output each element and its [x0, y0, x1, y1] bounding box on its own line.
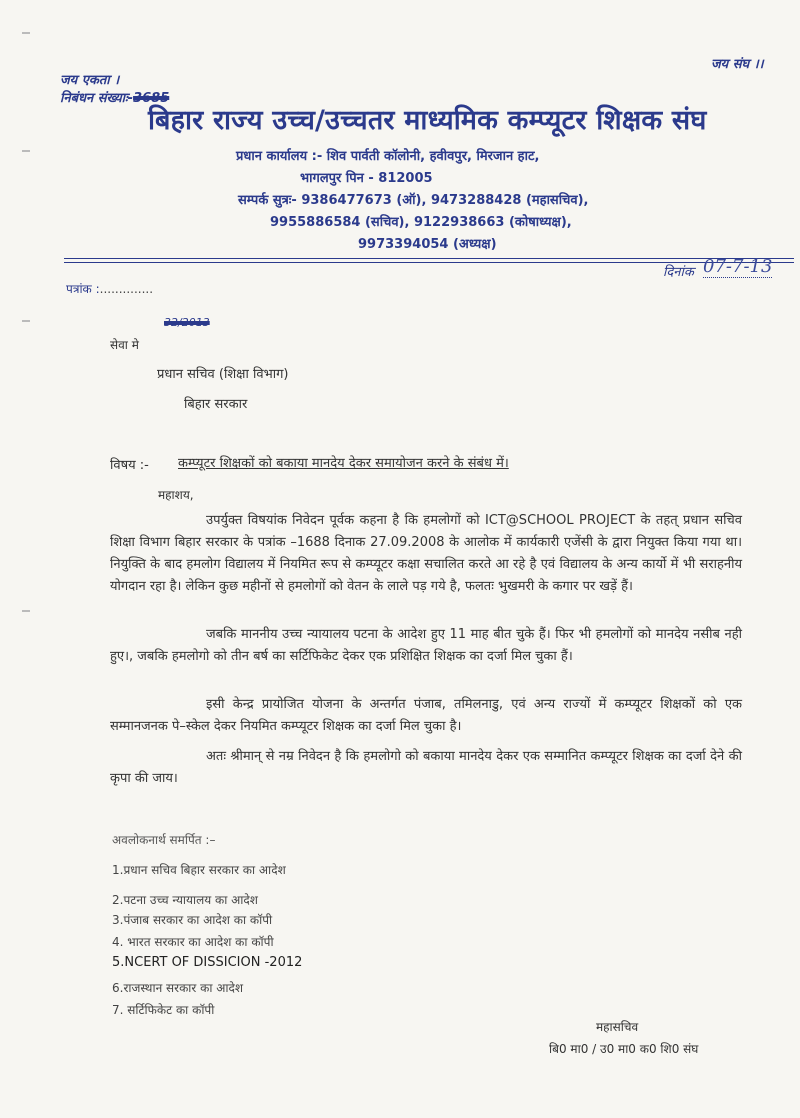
address-line-2: भागलपुर पिन - 812005 [300, 171, 433, 186]
org-name: बिहार राज्य उच्च/उच्चतर माध्यमिक कम्प्यूटर शिक्षक संघ [148, 105, 707, 136]
recipient-line-2: बिहार सरकार [184, 397, 248, 412]
enclosure-item: 7. सर्टिफिकेट का कॉपी [112, 1003, 215, 1017]
enclosure-item: 2.पटना उच्च न्यायालय का आदेश [112, 893, 258, 907]
subject-text: कम्प्यूटर शिक्षकों को बकाया मानदेय देकर समायोजन करने के संबंध में। [178, 456, 509, 471]
enclosure-item: 4. भारत सरकार का आदेश का कॉपी [112, 935, 274, 949]
enclosure-item: 6.राजस्थान सरकार का आदेश [112, 981, 244, 995]
margin-mark [22, 320, 30, 322]
ref-line [66, 280, 153, 297]
margin-mark [22, 150, 30, 152]
enclosure-item: 3.पंजाब सरकार का आदेश का कॉपी [112, 913, 273, 927]
ref-label: पत्रांक : [66, 282, 100, 296]
motto-left: जय एकता । [60, 73, 120, 88]
contact-line-3: 9973394054 (अध्यक्ष) [358, 237, 497, 252]
enclosure-item: 1.प्रधान सचिव बिहार सरकार का आदेश [112, 863, 286, 877]
ref-dots: .............. [99, 282, 154, 296]
recipient-line-1: प्रधान सचिव (शिक्षा विभाग) [157, 367, 289, 382]
paragraph-2: जबकि माननीय उच्च न्यायालय पटना के आदेश हुए 11 माह बीत चुके हैं। फिर भी हमलोगों को मानदेय नसीब नही हुए।, जबकि हमलोगो को तीन बर्ष का सर्टिफिकेट देकर एक प्रशिक्षित शिक्षक का दर्जा मिल चुका हैं। [110, 627, 742, 664]
contact-line-2: 9955886584 (सचिव), 9122938663 (कोषाध्यक्ष), [270, 215, 572, 230]
ref-redacted: 32/2013 [164, 316, 210, 329]
signature-org: बि0 मा0 / उ0 मा0 क0 शि0 संघ [549, 1042, 699, 1056]
registration-number-redacted: 3685 [133, 91, 170, 106]
paragraph-3: इसी केन्द्र प्रायोजित योजना के अन्तर्गत पंजाब, तमिलनाडु, एवं अन्य राज्यों में कम्प्यूटर शिक्षकों को एक सम्मानजनक पे–स्केल देकर नियमित कम्प्यूटर शिक्षक का दर्जा मिल चुका है। [110, 697, 742, 734]
registration-label: निबंधन संख्याः- [60, 91, 134, 106]
salutation: महाशय, [158, 488, 194, 502]
margin-mark [22, 610, 30, 612]
letterhead-rule [64, 258, 794, 259]
motto-right: जय संघ ।। [711, 57, 764, 72]
margin-mark [22, 32, 30, 34]
to-label: सेवा मे [110, 338, 139, 352]
paragraph-1: उपर्युक्त विषयांक निवेदन पूर्वक कहना है कि हमलोगों को ICT@SCHOOL PROJECT के तहत् प्रधान सचिव शिक्षा विभाग बिहार सरकार के पत्रांक –1688 दिनाक 27.09.2008 के आलोक में कार्यकारी एजेंसी के द्वारा नियुक्त किया गया था। नियुक्ति के बाद हमलोग विद्यालय में नियमित रूप से कम्प्यूटर कक्षा सचालित करते आ रहे है एवं विद्यालय के अन्य कार्यो में भी सराहनीय योगदान रहा है। लेकिन कुछ महीनों से हमलोगों को वेतन के लाले पड़ गये है, फलतः भुखमरी के कगार पर खड़ें हैं। [110, 513, 742, 594]
address-line-1: प्रधान कार्यालय :- शिव पार्वती कॉलोनी, हवीवपुर, मिरजान हाट, [236, 149, 540, 164]
enclosures-heading: अवलोकनार्थ समर्पित :– [112, 833, 216, 847]
paragraph-4: अतः श्रीमान् से नम्र निवेदन है कि हमलोगो को बकाया मानदेय देकर एक सम्मानित कम्प्यूटर शिक्षक का दर्जा देने की कृपा की जाय। [110, 749, 742, 786]
date-value: 07-7-13 [703, 256, 773, 277]
contact-line-1: सम्पर्क सुत्रः- 9386477673 (ऑ), 9473288428 (महासचिव), [238, 193, 589, 208]
date-label: दिनांक [663, 265, 694, 280]
enclosure-item: 5.NCERT OF DISSICION -2012 [112, 955, 303, 970]
subject-label: विषय :- [110, 458, 149, 473]
signature-title: महासचिव [596, 1020, 639, 1034]
